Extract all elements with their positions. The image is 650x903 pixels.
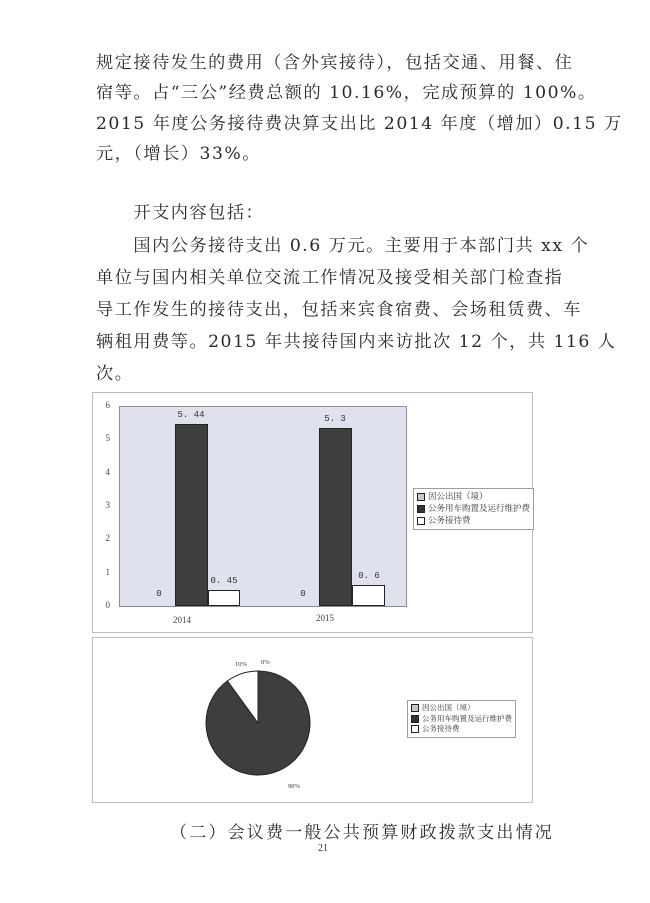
legend-item (411, 724, 512, 735)
pie-label-vehicles: 90% (288, 783, 300, 790)
bar-value-label: 0. 45 (210, 576, 238, 586)
plot-area (119, 406, 407, 607)
legend-swatch-icon (417, 505, 425, 513)
y-tick-label: 1 (105, 567, 110, 577)
page-number: 21 (318, 843, 328, 854)
legend-swatch-icon (411, 704, 419, 712)
pie-chart-legend (407, 700, 516, 738)
y-tick-label: 6 (105, 400, 110, 410)
legend-item (417, 515, 530, 527)
legend-swatch-icon (417, 517, 425, 525)
bar-2014-reception (208, 590, 240, 606)
pie-graphic (203, 668, 313, 778)
paragraph-line: 元，（增长）33%。 (96, 144, 261, 164)
paragraph-line: 规定接待发生的费用（含外宾接待），包括交通、用餐、住 (96, 53, 574, 73)
paragraph-line: 国内公务接待支出 0.6 万元。主要用于本部门共 xx 个 (96, 236, 590, 256)
paragraph-line: 宿等。占“三公”经费总额的 10.16%，完成预算的 100%。 (96, 83, 597, 103)
paragraph-line: 2015 年度公务接待费决算支出比 2014 年度（增加）0.15 万 (96, 114, 623, 134)
legend-label: 公务接待费 (428, 516, 471, 526)
x-axis-label: 2014 (173, 615, 191, 625)
paragraph-line: 开支内容包括： (96, 203, 265, 223)
paragraph-line: 导工作发生的接待支出，包括来宾食宿费、会场租赁费、车 (96, 300, 582, 320)
y-tick-label: 0 (105, 600, 110, 610)
paragraph-line: 次。 (96, 364, 134, 384)
bar-value-label: 0 (300, 589, 306, 599)
pie-label-outbound: 0% (261, 659, 270, 666)
legend-label: 公务用车购置及运行维护费 (422, 713, 512, 723)
legend-item (411, 714, 512, 725)
legend-swatch-icon (411, 725, 419, 733)
legend-item (417, 503, 530, 515)
paragraph-line: 辆租用费等。2015 年共接待国内来访批次 12 个，共 116 人 (96, 332, 617, 352)
y-tick-label: 2 (105, 533, 110, 543)
y-tick-label: 5 (105, 433, 110, 443)
bar-2015-vehicles (319, 428, 352, 606)
legend-label: 因公出国（境） (422, 703, 475, 712)
y-tick-label: 4 (105, 467, 110, 477)
bar-value-label: 5. 44 (177, 410, 205, 420)
legend-label: 公务接待费 (422, 724, 460, 733)
bar-chart (92, 392, 533, 633)
pie-label-reception: 10% (235, 661, 247, 668)
bar-value-label: 0 (156, 589, 162, 599)
paragraph-line: 单位与国内相关单位交流工作情况及接受相关部门检查指 (96, 268, 564, 288)
bar-value-label: 5. 3 (324, 414, 346, 424)
legend-label: 公务用车购置及运行维护费 (428, 504, 531, 514)
pie-chart (92, 637, 533, 803)
y-tick-label: 3 (105, 500, 110, 510)
x-axis-label: 2015 (316, 613, 334, 623)
legend-swatch-icon (417, 493, 425, 501)
legend-label: 因公出国（境） (428, 492, 488, 502)
section-heading: （二）会议费一般公共预算财政拨款支出情况 (170, 823, 554, 843)
legend-item (417, 491, 530, 503)
legend-swatch-icon (411, 715, 419, 723)
bar-chart-legend (413, 488, 534, 530)
bar-2015-reception (352, 585, 385, 606)
bar-value-label: 0. 6 (358, 571, 380, 581)
legend-item (411, 703, 512, 714)
